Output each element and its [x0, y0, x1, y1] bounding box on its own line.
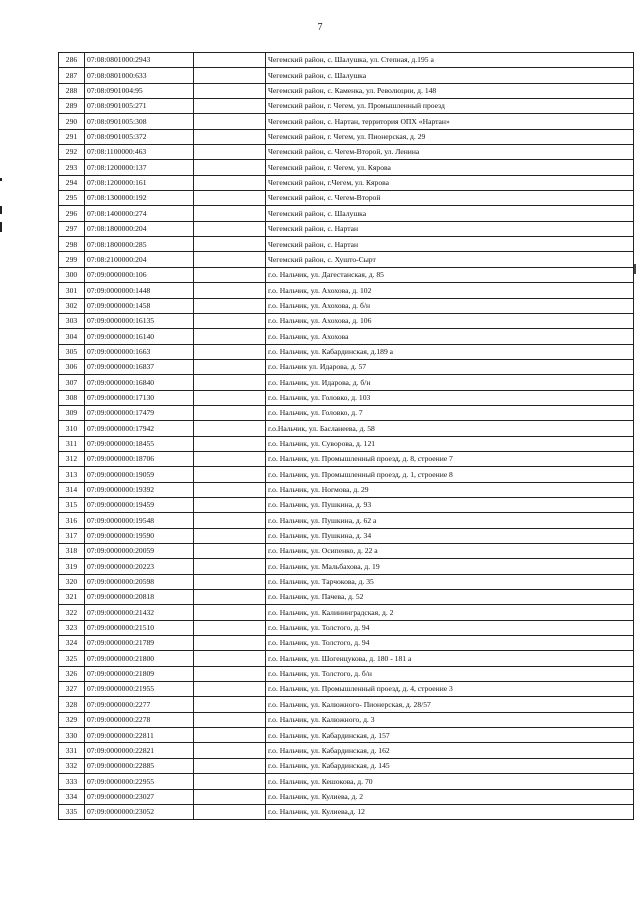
address-cell: Чегемский район, г. Чегем, ул. Кярова	[266, 160, 634, 175]
row-number: 294	[59, 175, 85, 190]
address-cell: г.о.Нальчик, ул. Басланеева, д. 58	[266, 421, 634, 436]
table-row	[59, 728, 634, 743]
table-body	[59, 53, 634, 820]
empty-cell	[194, 697, 266, 712]
row-number: 291	[59, 129, 85, 144]
address-cell: Чегемский район, г.Чегем, ул. Кярова	[266, 175, 634, 190]
table-row	[59, 451, 634, 466]
empty-cell	[194, 421, 266, 436]
table-row	[59, 697, 634, 712]
row-number: 302	[59, 298, 85, 313]
row-number: 301	[59, 283, 85, 298]
empty-cell	[194, 175, 266, 190]
table-row	[59, 544, 634, 559]
cadastral-number: 07:09:0000000:16837	[85, 359, 194, 374]
cadastral-number: 07:08:1200000:137	[85, 160, 194, 175]
table-row	[59, 329, 634, 344]
empty-cell	[194, 712, 266, 727]
row-number: 288	[59, 83, 85, 98]
address-cell: г.о. Нальчик, ул. Калюжного, д. 3	[266, 712, 634, 727]
row-number: 333	[59, 774, 85, 789]
row-number: 325	[59, 651, 85, 666]
table-row	[59, 666, 634, 681]
cadastral-number: 07:09:0000000:21432	[85, 605, 194, 620]
scan-margin-mark	[0, 178, 2, 181]
cadastral-number: 07:09:0000000:19392	[85, 482, 194, 497]
cadastral-number: 07:09:0000000:16840	[85, 375, 194, 390]
row-number: 297	[59, 221, 85, 236]
row-number: 295	[59, 191, 85, 206]
row-number: 310	[59, 421, 85, 436]
table-row	[59, 636, 634, 651]
cadastral-number: 07:09:0000000:22885	[85, 758, 194, 773]
address-cell: г.о. Нальчик, ул. Ногмова, д. 29	[266, 482, 634, 497]
table-row	[59, 359, 634, 374]
cadastral-number: 07:09:0000000:106	[85, 267, 194, 282]
table-row	[59, 405, 634, 420]
empty-cell	[194, 528, 266, 543]
empty-cell	[194, 283, 266, 298]
empty-cell	[194, 574, 266, 589]
table-row	[59, 191, 634, 206]
empty-cell	[194, 636, 266, 651]
row-number: 330	[59, 728, 85, 743]
empty-cell	[194, 774, 266, 789]
cadastral-number: 07:08:1100000:463	[85, 145, 194, 160]
row-number: 321	[59, 590, 85, 605]
address-cell: г.о. Нальчик, ул. Кулиева,д. 12	[266, 804, 634, 819]
row-number: 332	[59, 758, 85, 773]
empty-cell	[194, 206, 266, 221]
empty-cell	[194, 451, 266, 466]
empty-cell	[194, 804, 266, 819]
row-number: 331	[59, 743, 85, 758]
cadastral-number: 07:09:0000000:18455	[85, 436, 194, 451]
cadastral-number: 07:08:1300000:192	[85, 191, 194, 206]
address-cell: г.о. Нальчик, ул. Ахохова, д. б/н	[266, 298, 634, 313]
row-number: 319	[59, 559, 85, 574]
empty-cell	[194, 544, 266, 559]
cadastral-number: 07:09:0000000:21955	[85, 682, 194, 697]
scan-margin-mark	[0, 222, 2, 232]
empty-cell	[194, 405, 266, 420]
cadastral-number: 07:09:0000000:21789	[85, 636, 194, 651]
cadastral-number: 07:08:0901005:372	[85, 129, 194, 144]
address-cell: Чегемский район, с. Шалушка	[266, 68, 634, 83]
empty-cell	[194, 758, 266, 773]
address-cell: Чегемский район, с. Шалушка	[266, 206, 634, 221]
empty-cell	[194, 620, 266, 635]
address-cell: г.о. Нальчик, ул. Ахохова, д. 102	[266, 283, 634, 298]
table-row	[59, 804, 634, 819]
cadastral-number: 07:09:0000000:1458	[85, 298, 194, 313]
address-cell: г.о. Нальчик, ул. Пушкина, д. 34	[266, 528, 634, 543]
row-number: 314	[59, 482, 85, 497]
table-row	[59, 252, 634, 267]
empty-cell	[194, 666, 266, 681]
address-cell: г.о. Нальчик, ул. Идарова, д. б/н	[266, 375, 634, 390]
empty-cell	[194, 682, 266, 697]
empty-cell	[194, 390, 266, 405]
address-cell: г.о. Нальчик, ул. Калюжного- Пионерская, д. 28/57	[266, 697, 634, 712]
empty-cell	[194, 467, 266, 482]
row-number: 326	[59, 666, 85, 681]
empty-cell	[194, 344, 266, 359]
table-row	[59, 114, 634, 129]
empty-cell	[194, 298, 266, 313]
cadastral-number: 07:09:0000000:17942	[85, 421, 194, 436]
table-row	[59, 528, 634, 543]
empty-cell	[194, 252, 266, 267]
address-cell: Чегемский район, с. Нартан	[266, 237, 634, 252]
row-number: 309	[59, 405, 85, 420]
cadastral-number: 07:09:0000000:20598	[85, 574, 194, 589]
address-cell: г.о. Нальчик, ул. Промышленный проезд, д. 1, строение 8	[266, 467, 634, 482]
row-number: 303	[59, 313, 85, 328]
table-row	[59, 712, 634, 727]
empty-cell	[194, 651, 266, 666]
table-row	[59, 99, 634, 114]
address-cell: Чегемский район, с. Нартан	[266, 221, 634, 236]
table-row	[59, 559, 634, 574]
address-cell: Чегемский район, с. Чегем-Второй	[266, 191, 634, 206]
empty-cell	[194, 221, 266, 236]
scan-margin-mark	[634, 264, 636, 274]
address-cell: Чегемский район, с. Каменка, ул. Революции, д. 148	[266, 83, 634, 98]
row-number: 334	[59, 789, 85, 804]
address-cell: Чегемский район, с. Чегем-Второй, ул. Ленина	[266, 145, 634, 160]
table-row	[59, 421, 634, 436]
cadastral-number: 07:08:1800000:285	[85, 237, 194, 252]
cadastral-number: 07:09:0000000:19590	[85, 528, 194, 543]
empty-cell	[194, 191, 266, 206]
address-cell: г.о. Нальчик, ул. Калининградская, д. 2	[266, 605, 634, 620]
table-row	[59, 206, 634, 221]
row-number: 322	[59, 605, 85, 620]
row-number: 316	[59, 513, 85, 528]
address-cell: Чегемский район, г. Чегем, ул. Пионерская, д. 29	[266, 129, 634, 144]
address-cell: г.о. Нальчик, ул. Пушкина, д. 93	[266, 497, 634, 512]
cadastral-number: 07:08:1200000:161	[85, 175, 194, 190]
row-number: 323	[59, 620, 85, 635]
address-cell: г.о. Нальчик, ул. Кешокова, д. 70	[266, 774, 634, 789]
row-number: 317	[59, 528, 85, 543]
cadastral-number: 07:08:0901004:95	[85, 83, 194, 98]
table-row	[59, 298, 634, 313]
row-number: 313	[59, 467, 85, 482]
cadastral-number: 07:08:0901005:271	[85, 99, 194, 114]
empty-cell	[194, 267, 266, 282]
address-cell: г.о. Нальчик, ул. Толстого, д. б/н	[266, 666, 634, 681]
cadastral-number: 07:09:0000000:19059	[85, 467, 194, 482]
address-cell: г.о. Нальчик, ул. Пушкина, д. 62 а	[266, 513, 634, 528]
empty-cell	[194, 497, 266, 512]
cadastral-number: 07:09:0000000:20059	[85, 544, 194, 559]
row-number: 300	[59, 267, 85, 282]
table-row	[59, 390, 634, 405]
address-cell: г.о. Нальчик, ул. Кабардинская, д. 145	[266, 758, 634, 773]
empty-cell	[194, 590, 266, 605]
empty-cell	[194, 743, 266, 758]
cadastral-number: 07:09:0000000:1448	[85, 283, 194, 298]
table-row	[59, 283, 634, 298]
table-row	[59, 743, 634, 758]
cadastral-number: 07:09:0000000:18706	[85, 451, 194, 466]
table-row	[59, 436, 634, 451]
empty-cell	[194, 559, 266, 574]
table-row	[59, 129, 634, 144]
table-row	[59, 605, 634, 620]
cadastral-number: 07:09:0000000:22811	[85, 728, 194, 743]
scan-margin-mark	[0, 206, 2, 214]
row-number: 311	[59, 436, 85, 451]
cadastral-number: 07:09:0000000:16135	[85, 313, 194, 328]
address-cell: г.о. Нальчик, ул. Промышленный проезд, д. 8, строение 7	[266, 451, 634, 466]
cadastral-number: 07:08:0801000:2943	[85, 53, 194, 68]
address-cell: г.о. Нальчик, ул. Мальбахова, д. 19	[266, 559, 634, 574]
address-cell: г.о. Нальчик, ул. Кулиева, д. 2	[266, 789, 634, 804]
table-row	[59, 313, 634, 328]
address-cell: Чегемский район, г. Чегем, ул. Промышленный проезд	[266, 99, 634, 114]
empty-cell	[194, 160, 266, 175]
row-number: 335	[59, 804, 85, 819]
empty-cell	[194, 114, 266, 129]
table-row	[59, 620, 634, 635]
address-cell: г.о. Нальчик, ул. Толстого, д. 94	[266, 620, 634, 635]
cadastral-number: 07:09:0000000:17130	[85, 390, 194, 405]
address-cell: г.о. Нальчик, ул. Ахохова	[266, 329, 634, 344]
row-number: 324	[59, 636, 85, 651]
cadastral-number: 07:09:0000000:17479	[85, 405, 194, 420]
address-cell: г.о. Нальчик, ул. Промышленный проезд, д. 4, строение 3	[266, 682, 634, 697]
empty-cell	[194, 145, 266, 160]
empty-cell	[194, 68, 266, 83]
empty-cell	[194, 99, 266, 114]
row-number: 315	[59, 497, 85, 512]
row-number: 305	[59, 344, 85, 359]
address-cell: г.о. Нальчик, ул. Кабардинская, д. 162	[266, 743, 634, 758]
row-number: 287	[59, 68, 85, 83]
address-cell: г.о. Нальчик, ул. Тарчокова, д. 35	[266, 574, 634, 589]
row-number: 307	[59, 375, 85, 390]
cadastral-number: 07:08:0901005:308	[85, 114, 194, 129]
row-number: 318	[59, 544, 85, 559]
table-row	[59, 160, 634, 175]
page-number: 7	[317, 22, 323, 33]
address-cell: г.о. Нальчик, ул. Ахохова, д. 106	[266, 313, 634, 328]
address-cell: г.о. Нальчик, ул. Суворова, д. 121	[266, 436, 634, 451]
cadastral-number: 07:09:0000000:20818	[85, 590, 194, 605]
empty-cell	[194, 513, 266, 528]
cadastral-number: 07:09:0000000:19459	[85, 497, 194, 512]
cadastral-number: 07:09:0000000:23027	[85, 789, 194, 804]
empty-cell	[194, 605, 266, 620]
address-cell: г.о. Нальчик, ул. Кабардинская, д. 157	[266, 728, 634, 743]
cadastral-number: 07:09:0000000:20223	[85, 559, 194, 574]
table-row	[59, 574, 634, 589]
cadastral-number: 07:09:0000000:21809	[85, 666, 194, 681]
row-number: 292	[59, 145, 85, 160]
cadastral-number: 07:09:0000000:23052	[85, 804, 194, 819]
cadastral-number: 07:09:0000000:1663	[85, 344, 194, 359]
table-row	[59, 344, 634, 359]
row-number: 298	[59, 237, 85, 252]
cadastral-number: 07:08:1800000:204	[85, 221, 194, 236]
row-number: 286	[59, 53, 85, 68]
empty-cell	[194, 237, 266, 252]
table-row	[59, 175, 634, 190]
row-number: 304	[59, 329, 85, 344]
table-row	[59, 221, 634, 236]
table-row	[59, 789, 634, 804]
table-row	[59, 68, 634, 83]
table-row	[59, 774, 634, 789]
empty-cell	[194, 728, 266, 743]
table-row	[59, 375, 634, 390]
address-cell: Чегемский район, с. Шалушка, ул. Степная, д.195 а	[266, 53, 634, 68]
row-number: 306	[59, 359, 85, 374]
table-row	[59, 651, 634, 666]
table-row	[59, 267, 634, 282]
cadastral-number: 07:09:0000000:2277	[85, 697, 194, 712]
cadastral-number: 07:08:0801000:633	[85, 68, 194, 83]
address-cell: г.о. Нальчик, ул. Кабардинская, д.189 а	[266, 344, 634, 359]
empty-cell	[194, 375, 266, 390]
row-number: 299	[59, 252, 85, 267]
empty-cell	[194, 53, 266, 68]
address-cell: г.о. Нальчик, ул. Головко, д. 103	[266, 390, 634, 405]
empty-cell	[194, 482, 266, 497]
cadastral-number: 07:08:1400000:274	[85, 206, 194, 221]
address-cell: г.о. Нальчик, ул. Пачева, д. 52	[266, 590, 634, 605]
table-row	[59, 682, 634, 697]
table-row	[59, 758, 634, 773]
empty-cell	[194, 359, 266, 374]
cadastral-objects-table	[58, 52, 634, 820]
cadastral-number: 07:09:0000000:22955	[85, 774, 194, 789]
table-row	[59, 237, 634, 252]
address-cell: г.о. Нальчик, ул. Дагестанская, д. 85	[266, 267, 634, 282]
cadastral-number: 07:09:0000000:19548	[85, 513, 194, 528]
cadastral-number: 07:09:0000000:2278	[85, 712, 194, 727]
empty-cell	[194, 329, 266, 344]
row-number: 290	[59, 114, 85, 129]
table-row	[59, 145, 634, 160]
empty-cell	[194, 436, 266, 451]
table-row	[59, 83, 634, 98]
table-row	[59, 467, 634, 482]
address-cell: г.о. Нальчик, ул. Шогенцукова, д. 180 - 181 а	[266, 651, 634, 666]
row-number: 293	[59, 160, 85, 175]
cadastral-number: 07:09:0000000:21510	[85, 620, 194, 635]
row-number: 329	[59, 712, 85, 727]
row-number: 296	[59, 206, 85, 221]
address-cell: г.о. Нальчик, ул. Толстого, д. 94	[266, 636, 634, 651]
row-number: 328	[59, 697, 85, 712]
address-cell: Чегемский район, с. Нартан, территория ОПХ «Нартан»	[266, 114, 634, 129]
cadastral-number: 07:09:0000000:22821	[85, 743, 194, 758]
cadastral-number: 07:09:0000000:21800	[85, 651, 194, 666]
row-number: 312	[59, 451, 85, 466]
table-row	[59, 513, 634, 528]
table-row	[59, 497, 634, 512]
address-cell: Чегемский район, с. Хушто-Сырт	[266, 252, 634, 267]
row-number: 289	[59, 99, 85, 114]
table-row	[59, 53, 634, 68]
empty-cell	[194, 313, 266, 328]
address-cell: г.о. Нальчик ул. Идарова, д. 57	[266, 359, 634, 374]
empty-cell	[194, 129, 266, 144]
empty-cell	[194, 789, 266, 804]
table-row	[59, 590, 634, 605]
address-cell: г.о. Нальчик, ул. Головко, д. 7	[266, 405, 634, 420]
cadastral-number: 07:08:2100000:204	[85, 252, 194, 267]
row-number: 308	[59, 390, 85, 405]
cadastral-number: 07:09:0000000:16140	[85, 329, 194, 344]
empty-cell	[194, 83, 266, 98]
row-number: 320	[59, 574, 85, 589]
row-number: 327	[59, 682, 85, 697]
table-row	[59, 482, 634, 497]
address-cell: г.о. Нальчик, ул. Осипенко, д. 22 а	[266, 544, 634, 559]
